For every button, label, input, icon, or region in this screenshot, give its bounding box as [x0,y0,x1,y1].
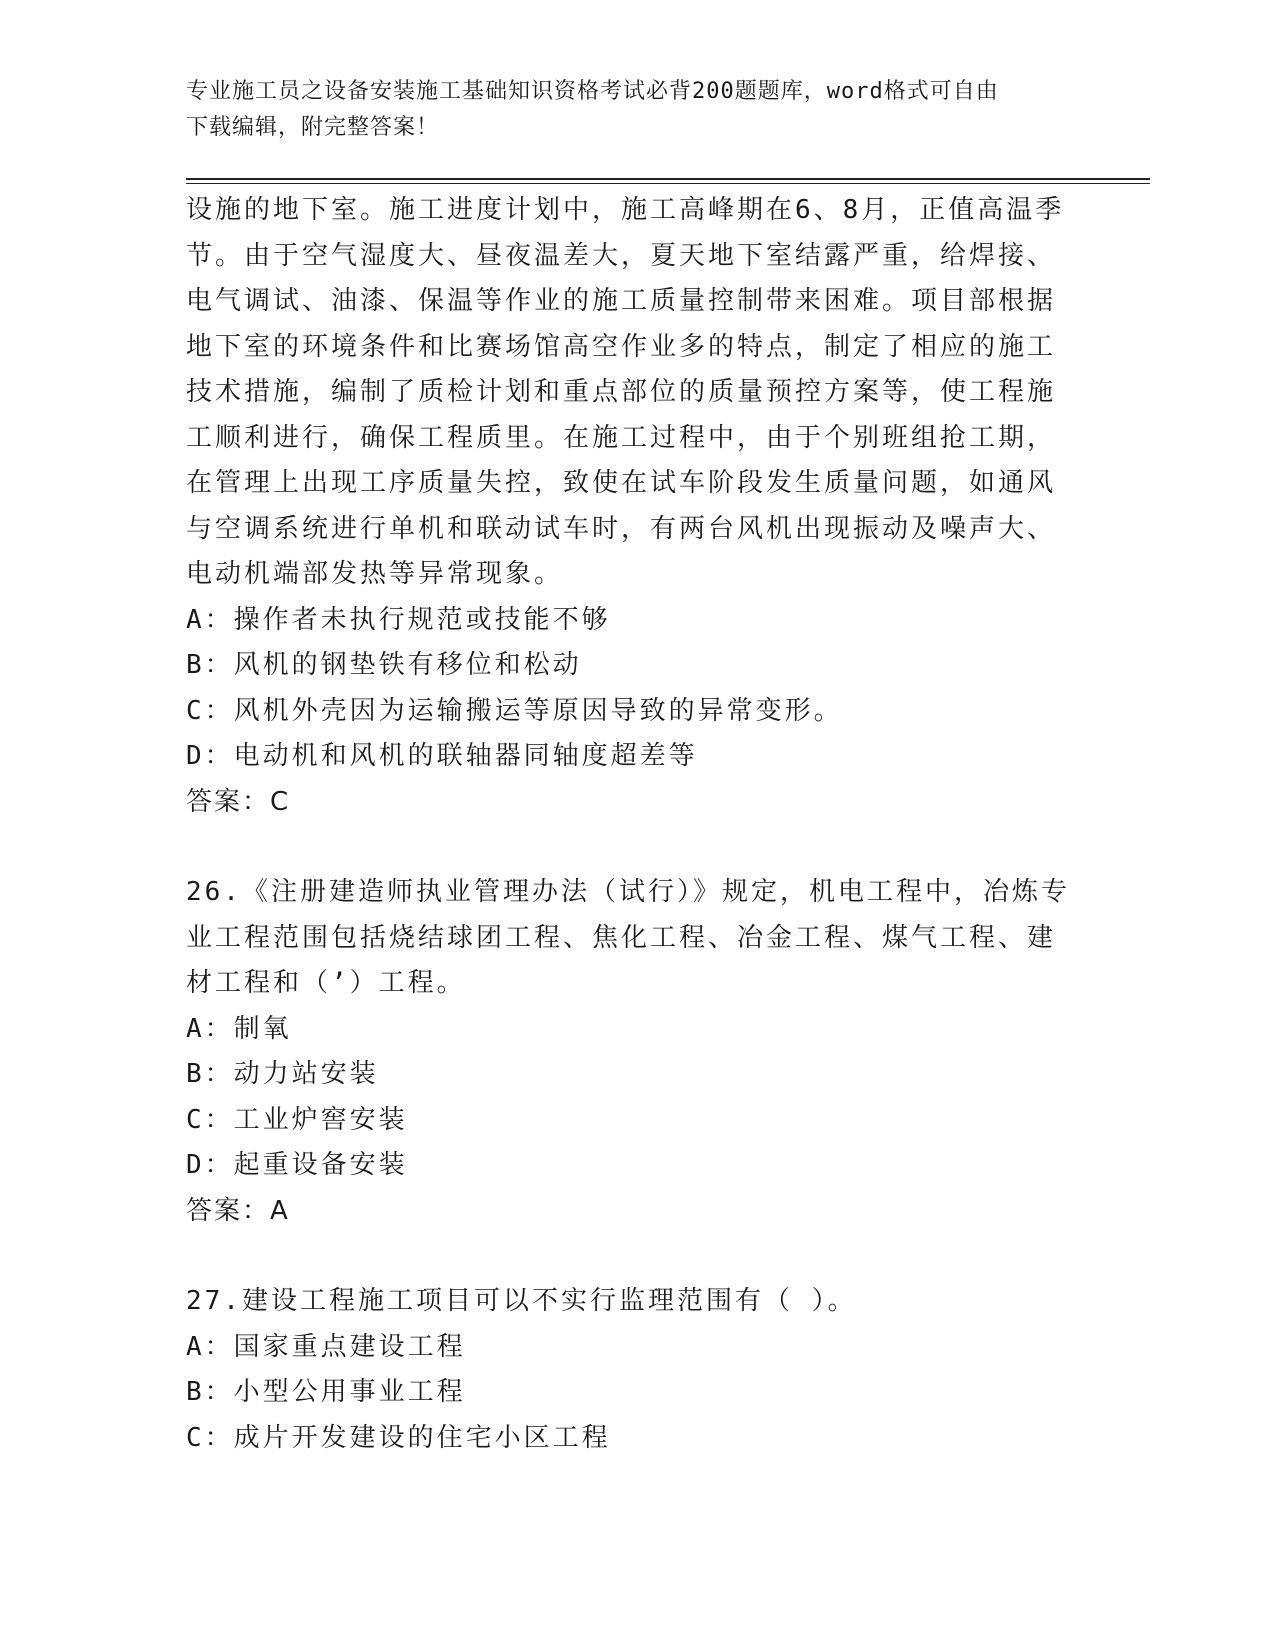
question-stem-line: 27.建设工程施工项目可以不实行监理范围有（ ）。 [186,1286,857,1316]
option-c: C：风机外壳因为运输搬运等原因导致的异常变形。 [186,695,843,726]
option-d: D：起重设备安装 [186,1150,408,1180]
question-26 [186,870,1086,1234]
option-d: D：电动机和风机的联轴器同轴度超差等 [186,741,698,771]
header-rule-thin [186,183,1150,184]
question-stem-line: 电动机端部发热等异常现象。 [186,559,564,589]
document-header [186,74,1066,146]
answer-line: 答案：C [186,786,291,817]
header-line-1: 专业施工员之设备安装施工基础知识资格考试必背200题题库，word格式可自由 [186,79,999,104]
answer-line: 答案：A [186,1195,290,1226]
question-stem-line: 与空调系统进行单机和联动试车时，有两台风机出现振动及噪声大、 [186,513,1057,544]
question-stem-line: 业工程范围包括烧结球团工程、焦化工程、冶金工程、煤气工程、建 [186,922,1057,953]
question-stem-line: 在管理上出现工序质量失控，致使在试车阶段发生质量问题，如通风 [186,468,1057,498]
option-b: B：风机的钢垫铁有移位和松动 [186,650,582,680]
question-spacer [186,1234,1086,1279]
option-b: B：小型公用事业工程 [186,1377,466,1407]
question-stem-line: 节。由于空气湿度大、昼夜温差大，夏天地下室结露严重，给焊接、 [186,240,1057,271]
header-rule-thick [186,178,1150,180]
question-stem-line: 设施的地下室。施工进度计划中，施工高峰期在6、8月，正值高温季 [186,195,1065,225]
option-a: A：国家重点建设工程 [186,1331,466,1362]
header-line-2: 下载编辑，附完整答案！ [186,115,440,140]
question-stem-line: 工顺利进行，确保工程质里。在施工过程中，由于个别班组抢工期， [186,422,1057,453]
question-stem-line: 技术措施，编制了质检计划和重点部位的质量预控方案等，使工程施 [186,377,1057,407]
question-stem-line: 电气调试、油漆、保温等作业的施工质量控制带来困难。项目部根据 [186,286,1057,316]
option-c: C：成片开发建设的住宅小区工程 [186,1422,611,1453]
document-body [186,188,1086,1461]
option-a: A：制氧 [186,1013,292,1044]
option-c: C：工业炉窖安装 [186,1104,408,1135]
question-stem-line: 地下室的环境条件和比赛场馆高空作业多的特点，制定了相应的施工 [186,331,1057,362]
question-27 [186,1279,1086,1461]
question-spacer [186,825,1086,870]
question-stem-line: 26.《注册建造师执业管理办法（试行）》规定，机电工程中，冶炼专 [186,877,1070,907]
question-stem-line: 材工程和（’）工程。 [186,968,466,998]
option-b: B：动力站安装 [186,1059,379,1089]
question-25 [186,188,1086,825]
option-a: A：操作者未执行规范或技能不够 [186,604,611,635]
